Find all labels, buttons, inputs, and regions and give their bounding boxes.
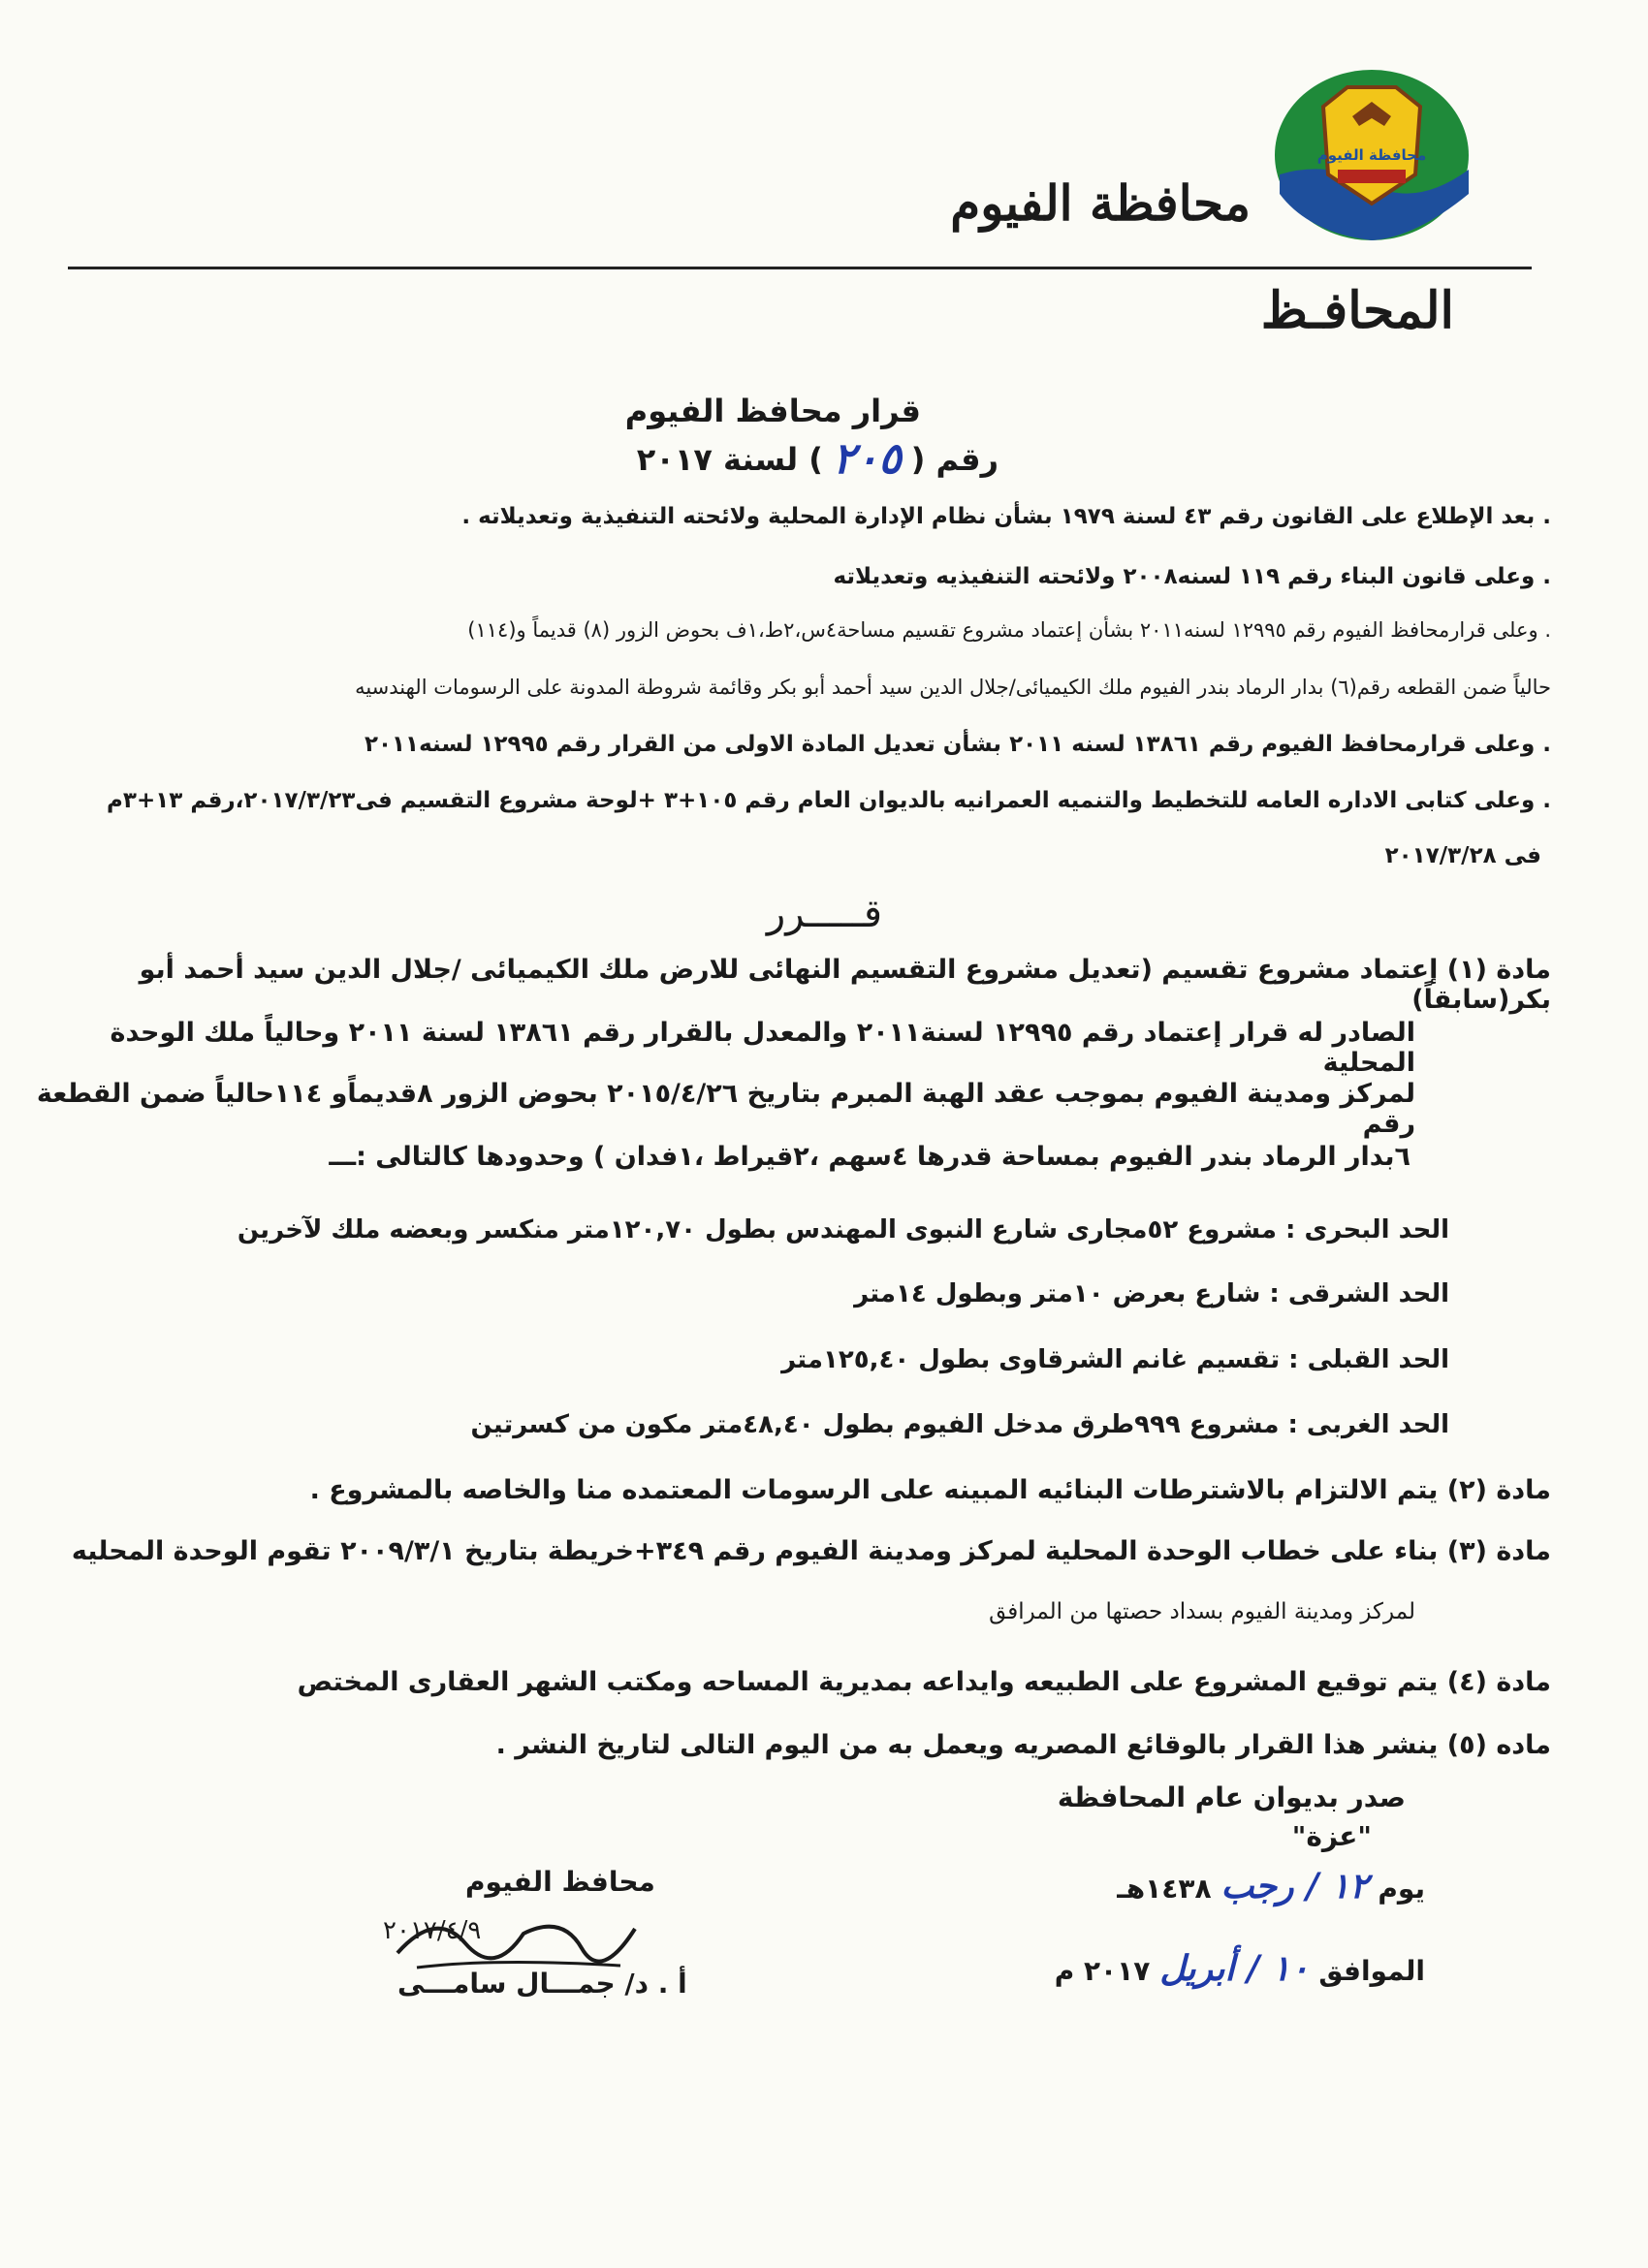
decision-number [637,434,998,484]
boundary-north: الحد البحرى : مشروع ٥٢مجارى شارع النبوى المهندس بطول ١٢٠,٧٠متر منكسر وبعضه ملك لآخرين [237,1215,1449,1244]
governorate-logo [1270,68,1474,242]
gregorian-date [1055,1948,1425,1989]
gregorian-year: ٢٠١٧ م [1054,1955,1151,1987]
article-1-line-2: الصادر له قرار إعتماد رقم ١٢٩٩٥ لسنة٢٠١١ والمعدل بالقرار رقم ١٣٨٦١ لسنة ٢٠١١ وحالياً ملك الوحدة المحلية [110,1018,1415,1078]
preamble-line-5: . وعلى قرارمحافظ الفيوم رقم ١٣٨٦١ لسنه ٢٠١١ بشأن تعديل المادة الاولى من القرار رقم ١٢٩٩٥ لسنه٢٠١١ [364,732,1551,757]
hijri-date-handwritten: ١٢ / رجب [1220,1866,1369,1906]
article-4: مادة (٤) يتم توقيع المشروع على الطبيعه وايداعه بمديرية المساحه ومكتب الشهر العقارى المختص [297,1667,1551,1697]
signature-scribble [378,1900,650,1977]
preamble-line-7: فى ٢٠١٧/٣/٢٨ [1384,843,1541,868]
boundary-east: الحد الشرقى : شارع بعرض ١٠متر وبطول ١٤متر [854,1279,1449,1308]
preamble-line-3: . وعلى قرارمحافظ الفيوم رقم ١٢٩٩٥ لسنه٢٠١١ بشأن إعتماد مشروع تقسيم مساحة٤س،٢ط،١ف بحوض الزور (٨) قديماً و(١١٤) [467,618,1551,642]
decides-heading: قـــــرر [766,892,882,936]
hijri-year: ١٤٣٨هـ [1117,1873,1212,1905]
article-1-line-3: لمركز ومدينة الفيوم بموجب عقد الهبة المبرم بتاريخ ٢٠١٥/٤/٢٦ بحوض الزور ٨قديماًو ١١٤حالياً ضمن القطعة رقم [36,1079,1415,1139]
decision-number-handwritten: ٢٠٥ [832,434,902,484]
issued-at: صدر بديوان عام المحافظة [1057,1781,1406,1813]
decision-number-prefix: رقم ( [910,440,998,478]
preamble-line-1: . بعد الإطلاع على القانون رقم ٤٣ لسنة ١٩٧٩ بشأن نظام الإدارة المحلية ولائحته التنفيذية وتعديلاته . [461,504,1551,529]
article-3-line-2: لمركز ومدينة الفيوم بسداد حصتها من المرافق [989,1599,1415,1624]
logo-text: محافظة الفيوم [1316,146,1427,164]
gregorian-date-handwritten: ١٠ / أبريل [1159,1948,1310,1989]
signatory-title: محافظ الفيوم [465,1866,655,1898]
preamble-line-6: . وعلى كتابى الاداره العامه للتخطيط والتنميه العمرانيه بالديوان العام رقم ١٠٥+٣ +لوحة مشروع التقسيم فى٢٠١٧/٣/٢٣،رقم ١٣+٣م [107,788,1551,813]
article-5: ماده (٥) ينشر هذا القرار بالوقائع المصريه ويعمل به من اليوم التالى لتاريخ النشر . [495,1730,1551,1760]
article-2: مادة (٢) يتم الالتزام بالاشترطات البنائيه المبينه على الرسومات المعتمده منا والخاصه بالمشروع . [309,1475,1551,1505]
day-label: يوم [1378,1873,1425,1905]
hijri-date [1117,1866,1425,1906]
boundary-west: الحد الغربى : مشروع ٩٩٩طرق مدخل الفيوم بطول ٤٨,٤٠متر مكون من كسرتين [470,1410,1449,1439]
decision-number-suffix: ) لسنة ٢٠١٧ [636,440,823,478]
article-1-line-1: مادة (١) إعتماد مشروع تقسيم (تعديل مشروع التقسيم النهائى للارض ملك الكيميائى /جلال الدين سيد أحمد أبو بكر(سابقاً) [139,955,1551,1015]
corresponding-label: الموافق [1318,1955,1425,1987]
article-3-line-1: مادة (٣) بناء على خطاب الوحدة المحلية لمركز ومدينة الفيوم رقم ٣٤٩+خريطة بتاريخ ٢٠٠٩/٣/١ تقوم الوحدة المحليه [71,1536,1551,1566]
aza-mark: "عزة" [1291,1820,1372,1852]
preamble-line-2: . وعلى قانون البناء رقم ١١٩ لسنه٢٠٠٨ ولائحته التنفيذيه وتعديلاته [833,564,1551,589]
governorate-name: محافظة الفيوم [950,174,1251,232]
signature-date: ٢٠١٧/٤/٩ [383,1916,482,1945]
preamble-line-4: حالياً ضمن القطعه رقم(٦) بدار الرماد بندر الفيوم ملك الكيميائى/جلال الدين سيد أحمد أبو بكر وقائمة شروطة المدونة على الرسومات الهندسيه [355,676,1551,699]
article-1-line-4: ٦بدار الرماد بندر الفيوم بمساحة قدرها ٤سهم ،٢قيراط ،١فدان ) وحدودها كالتالى :ـــ [329,1142,1410,1172]
signatory-name: أ . د/ جمـــال سامـــى [397,1968,687,2000]
governor-title: المحافـظ [1260,281,1454,340]
header-divider [68,267,1532,269]
decision-title: قرار محافظ الفيوم [624,393,921,429]
boundary-south: الحد القبلى : تقسيم غانم الشرقاوى بطول ١٢٥,٤٠متر [781,1345,1449,1374]
